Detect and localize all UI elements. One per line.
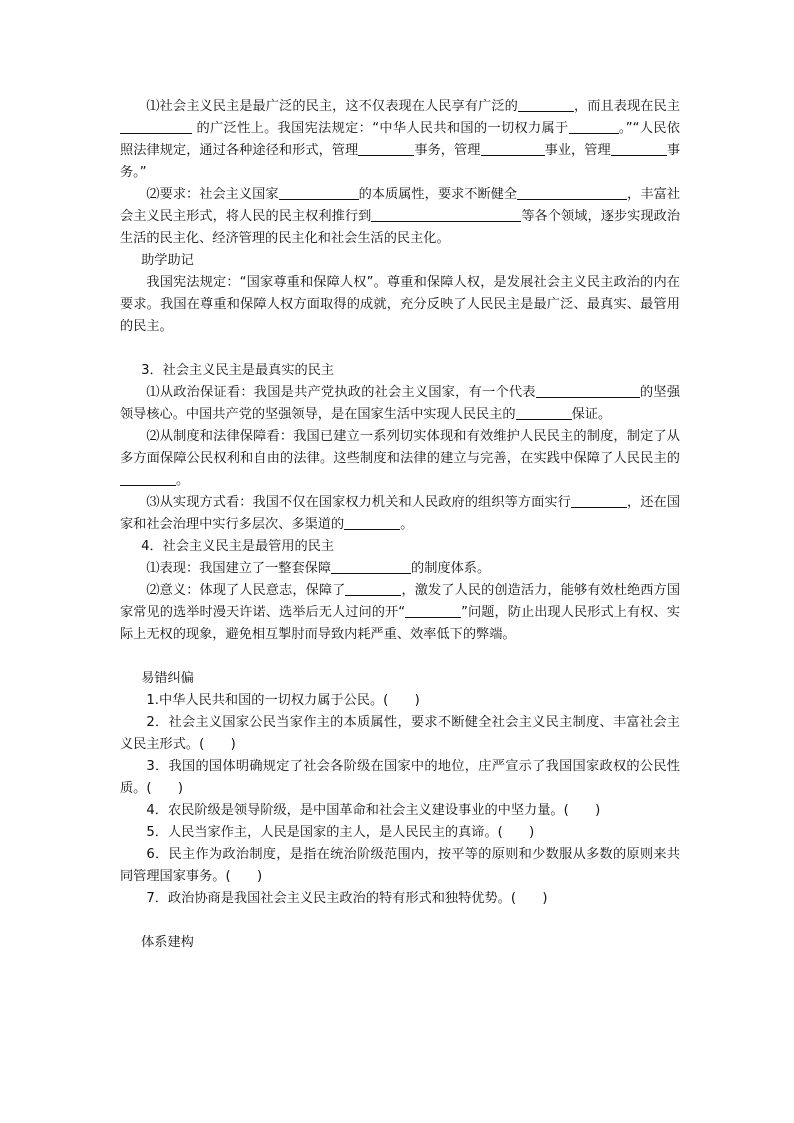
answer-blank[interactable] [571, 493, 627, 508]
paragraph-political-guarantee: ⑴从政治保证看：我国是共产党执政的社会主义国家，有一个代表 的坚强领导核心。中国共产党的坚强领导，是在国家生活中实现人民民主的 保证。 [120, 385, 681, 422]
answer-blank[interactable] [517, 185, 627, 200]
error-item-3: 3．我国的国体明确规定了社会各阶级在国家中的地位，庄严宣示了我国国家政权的公民性质。( ) [120, 759, 680, 796]
paragraph-significance: ⑵意义：体现了人民意志，保障了 ，激发了人民的创造活力，能够有效杜绝西方国家常见的选举时漫天许诺、选举后无人过问的开“ ”问题，防止出现人民形式上有权、实际上无权的现象，避免相互掣肘而导致内耗严重、效率低下的弊端。 [120, 583, 681, 642]
answer-blank[interactable] [405, 603, 461, 618]
paragraph-implementation: ⑶从实现方式看：我国不仅在国家权力机关和人民政府的组织等方面实行 ，还在国家和社会治理中实行多层次、多渠道的 。 [120, 495, 681, 532]
answer-blank[interactable] [371, 207, 521, 222]
answer-blank[interactable] [120, 119, 192, 134]
answer-blank[interactable] [358, 141, 414, 156]
system-heading: 体系建构 [141, 935, 194, 950]
study-note-heading: 助学助记 [141, 253, 194, 268]
answer-blank[interactable] [120, 471, 176, 486]
answer-blank[interactable] [279, 185, 359, 200]
error-item-7: 7．政治协商是我国社会主义民主政治的特有形式和独特优势。( ) [146, 891, 548, 906]
paragraph-requirement: ⑵要求：社会主义国家 的本质属性，要求不断健全 ，丰富社会主义民主形式，将人民的民主权利推行到 等各个领域，逐步实现政治生活的民主化、经济管理的民主化和社会生活的民主化。 [120, 187, 681, 246]
answer-blank[interactable] [345, 581, 401, 596]
answer-blank[interactable] [331, 559, 411, 574]
answer-blank[interactable] [344, 515, 400, 530]
answer-blank[interactable] [518, 97, 574, 112]
error-item-6: 6．民主作为政治制度，是指在统治阶级范围内，按平等的原则和少数服从多数的原则来共同管理国家事务。( ) [120, 847, 680, 884]
paragraph-legal-guarantee: ⑵从制度和法律保障看：我国已建立一系列切实体现和有效维护人民民主的制度，制定了从多方面保障公民权利和自由的法律。这些制度和法律的建立与完善，在实践中保障了人民民主的。 [120, 429, 680, 488]
answer-blank[interactable] [481, 141, 545, 156]
answer-blank[interactable] [569, 119, 619, 134]
answer-blank[interactable] [611, 141, 667, 156]
worksheet-page [120, 96, 680, 954]
answer-blank[interactable] [516, 405, 572, 420]
answer-blank[interactable] [536, 383, 640, 398]
section3-heading: 3．社会主义民主是最真实的民主 [141, 363, 335, 378]
paragraph-broad-democracy: ⑴社会主义民主是最广泛的民主，这不仅表现在人民享有广泛的 ，而且表现在民主 的广泛性上。我国宪法规定：“中华人民共和国的一切权力属于 。”“人民依照法律规定，通过各种途径和形式，管理 事务，管理 事业，管理 事务。” [120, 99, 681, 180]
error-item-2: 2．社会主义国家公民当家作主的本质属性，要求不断健全社会主义民主制度、丰富社会主义民主形式。( ) [120, 715, 680, 752]
section4-heading: 4．社会主义民主是最管用的民主 [141, 539, 335, 554]
error-item-5: 5．人民当家作主，人民是国家的主人，是人民民主的真谛。( ) [146, 825, 535, 840]
errors-heading: 易错纠偏 [141, 671, 194, 686]
study-note-text: 我国宪法规定：“国家尊重和保障人权”。尊重和保障人权，是发展社会主义民主政治的内在要求。我国在尊重和保障人权方面取得的成就，充分反映了人民民主是最广泛、最真实、最管用的民主。 [120, 275, 680, 334]
paragraph-manifestation: ⑴表现：我国建立了一整套保障 的制度体系。 [146, 561, 491, 576]
error-item-1: 1.中华人民共和国的一切权力属于公民。( ) [146, 693, 420, 708]
error-item-4: 4．农民阶级是领导阶级，是中国革命和社会主义建设事业的中坚力量。( ) [146, 803, 601, 818]
